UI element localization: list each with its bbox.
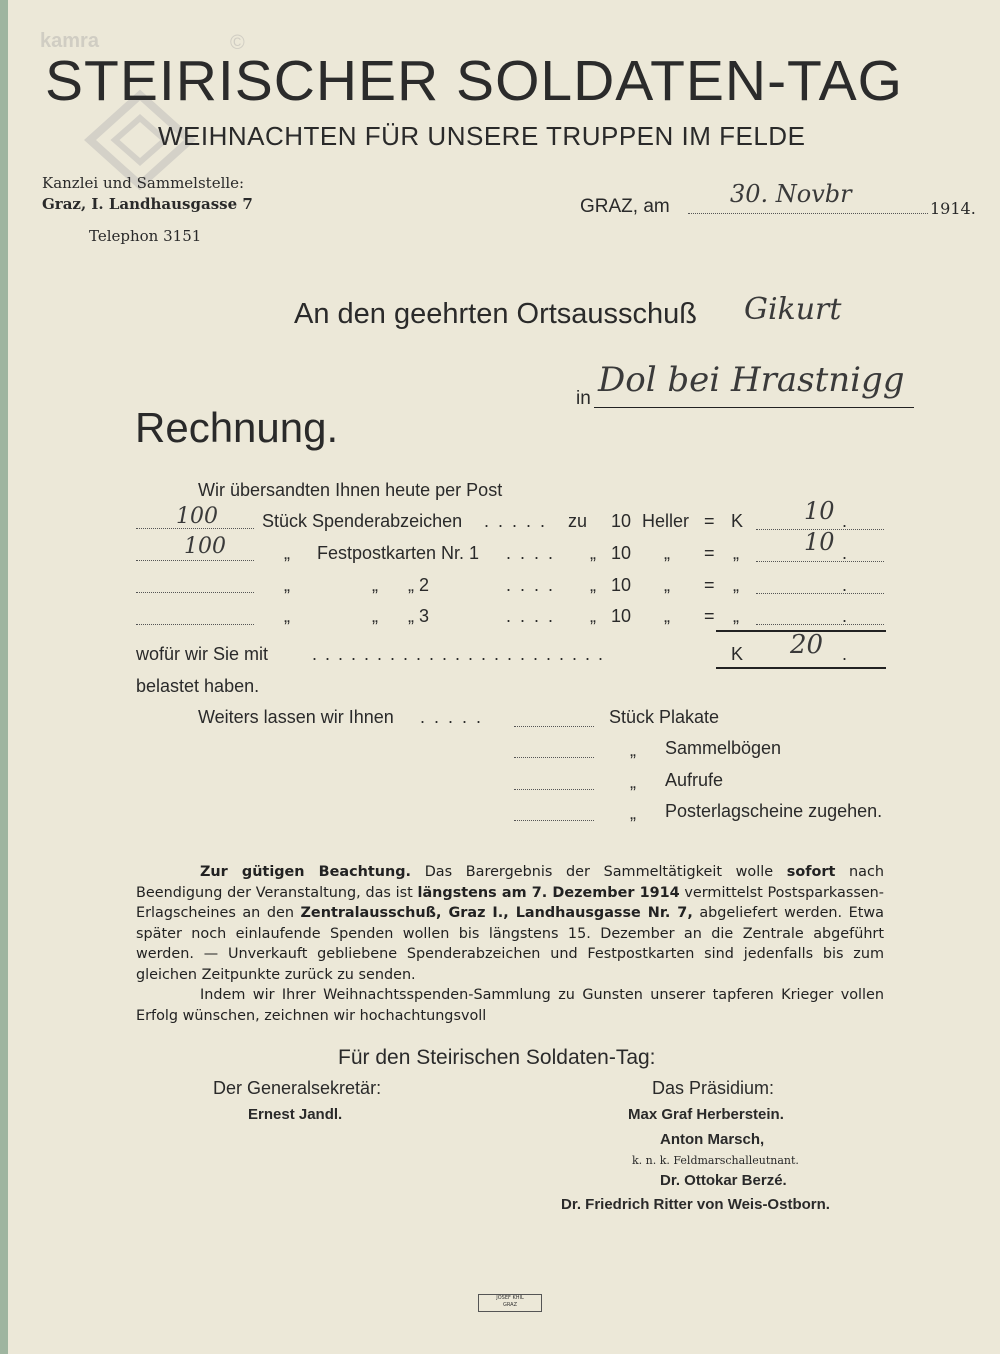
notice-span: Das Barergebnis der Sammeltätigkeit wolle: [411, 864, 787, 880]
extras-qty-line: [514, 820, 594, 821]
date-year: 1914.: [930, 199, 976, 218]
secretary-name: Ernest Jandl.: [248, 1106, 343, 1123]
row2-amount: 10: [804, 528, 835, 556]
notice-span: vermittelst Postsparkassen-Erlagscheines an den: [136, 884, 884, 921]
extras-qty-line: [514, 726, 594, 727]
presidium-member: Dr. Friedrich Ritter von Weis-Ostborn.: [561, 1196, 830, 1213]
presidium-title: Das Präsidium:: [652, 1078, 775, 1098]
row1-item: Stück Spenderabzeichen: [262, 511, 463, 531]
row3-item: „ „ 2: [372, 575, 430, 595]
notice-text: [136, 862, 884, 1026]
closing-sentence: Indem wir Ihrer Weihnachtsspenden-Sammlung zu Gunsten unserer tapferen Krieger vollen Erfolg wünschen, zeichnen wir hochachtungsvoll: [136, 987, 884, 1024]
date-handwritten: 30. Novbr: [730, 180, 852, 208]
printer-city: GRAZ: [503, 1302, 517, 1308]
total-label: wofür wir Sie mit: [136, 644, 269, 664]
watermark-text: kamra: [40, 30, 99, 52]
row3-ditto: „: [284, 575, 290, 595]
row3-dots: . . . .: [506, 575, 556, 595]
row4-end: .: [842, 606, 848, 626]
secretary-title: Der Generalsekretär:: [213, 1078, 382, 1098]
notice-bold: sofort: [786, 864, 836, 880]
row1-qty: 100: [176, 504, 218, 529]
printer-name: JOSEF KHIL: [496, 1295, 524, 1301]
addressee-prefix: An den geehrten Ortsausschuß: [294, 298, 698, 330]
letterhead-title: STEIRISCHER SOLDATEN-TAG: [45, 49, 903, 113]
presidium-member: Dr. Ottokar Berzé.: [660, 1172, 787, 1189]
page-edge: [0, 0, 8, 1354]
date-place: GRAZ, am: [580, 196, 670, 217]
row3-end: .: [842, 575, 848, 595]
row4-eq: =: [704, 606, 715, 626]
row4-dots: . . . .: [506, 606, 556, 626]
row2-item: Festpostkarten Nr. 1: [317, 543, 480, 563]
row1-end: .: [842, 511, 848, 531]
total-currency: K: [731, 644, 744, 664]
signature-heading: Für den Steirischen Soldaten-Tag:: [338, 1046, 656, 1069]
row4-cur: „: [733, 606, 739, 626]
extras-ditto: „: [630, 803, 636, 823]
row4-unit: „: [664, 606, 670, 626]
row4-item: „ „ 3: [372, 606, 430, 626]
extras-qty-line: [514, 757, 594, 758]
row4-rate: 10: [611, 606, 632, 626]
printer-stamp: [478, 1294, 542, 1312]
addressee-handwritten-name: Gikurt: [744, 292, 842, 327]
letterhead-subtitle: WEIHNACHTEN FÜR UNSERE TRUPPEN IM FELDE: [158, 121, 806, 151]
row1-rate-prefix: zu: [568, 511, 588, 531]
addressee-handwritten-place: Dol bei Hrastnigg: [598, 360, 905, 400]
row3-eq: =: [704, 575, 715, 595]
total-end: .: [842, 644, 848, 664]
row2-qty: 100: [184, 534, 226, 559]
extras-item-label: Sammelbögen: [665, 738, 782, 758]
extras-item-label: Stück Plakate: [609, 707, 720, 727]
presidium-rank: k. n. k. Feldmarschalleutnant.: [632, 1154, 799, 1167]
extras-item-label: Posterlagscheine zugehen.: [665, 801, 883, 821]
office-label: Kanzlei und Sammelstelle:: [42, 174, 245, 192]
sum-rule-bottom: [716, 667, 886, 669]
amount-dotted-line: [756, 624, 884, 625]
row4-rate-prefix: „: [590, 606, 596, 626]
qty-dotted-line: [136, 592, 254, 593]
document-heading: Rechnung.: [135, 404, 339, 451]
row3-rate-prefix: „: [590, 575, 596, 595]
row1-dots: . . . . .: [484, 511, 548, 531]
notice-bold: Zentralausschuß, Graz I., Landhausgasse Nr. 7,: [300, 905, 693, 921]
total-amount: 20: [790, 630, 824, 660]
date-dotted-line: [688, 213, 928, 214]
row1-eq: =: [704, 511, 715, 531]
row3-cur: „: [733, 575, 739, 595]
telephone: Telephon 3151: [89, 227, 202, 245]
row1-cur: K: [731, 511, 744, 531]
row3-rate: 10: [611, 575, 632, 595]
row2-dots: . . . .: [506, 543, 556, 563]
row2-end: .: [842, 543, 848, 563]
row1-unit: Heller: [642, 511, 690, 531]
charged-text: belastet haben.: [136, 676, 260, 696]
row2-eq: =: [704, 543, 715, 563]
notice-span: abgeliefert werden. Etwa später noch einlaufende Spenden wollen bis längstens 15. Dezember an die Zentrale abgeführt werden. — Unverkauft gebliebene Spenderabzeichen und Festpostkarten sind jedenfalls bis zum gleichen Zeitpunkte zurück zu senden.: [136, 905, 884, 983]
extras-qty-line: [514, 789, 594, 790]
row3-unit: „: [664, 575, 670, 595]
extras-item-label: Aufrufe: [665, 770, 724, 790]
extras-intro-dots: . . . . .: [420, 707, 484, 727]
watermark-copyright: ©: [230, 32, 245, 54]
extras-intro: Weiters lassen wir Ihnen: [198, 707, 394, 727]
presidium-member: Max Graf Herberstein.: [628, 1106, 784, 1123]
invoice-intro: Wir übersandten Ihnen heute per Post: [198, 480, 503, 500]
qty-dotted-line: [136, 624, 254, 625]
row2-unit: „: [664, 543, 670, 563]
addressee-in: in: [576, 388, 591, 409]
row1-rate: 10: [611, 511, 632, 531]
office-address: Graz, I. Landhausgasse 7: [42, 195, 253, 213]
total-dots: . . . . . . . . . . . . . . . . . . . . . . .: [312, 644, 605, 664]
row2-ditto: „: [284, 543, 290, 563]
amount-dotted-line: [756, 593, 884, 594]
row2-rate-prefix: „: [590, 543, 596, 563]
amount-dotted-line: [756, 561, 884, 562]
extras-ditto: „: [630, 772, 636, 792]
extras-ditto: „: [630, 740, 636, 760]
notice-bold: längstens am 7. Dezember 1914: [417, 884, 680, 901]
presidium-member: Anton Marsch,: [660, 1131, 765, 1148]
place-underline: [594, 407, 914, 408]
row1-amount: 10: [804, 497, 835, 525]
notice-heading: Zur gütigen Beachtung.: [200, 864, 412, 880]
row2-rate: 10: [611, 543, 632, 563]
notice-span: nach Beendigung der Veranstaltung, das ist: [136, 864, 885, 901]
qty-dotted-line: [136, 560, 254, 561]
row2-cur: „: [733, 543, 739, 563]
row4-ditto: „: [284, 606, 290, 626]
